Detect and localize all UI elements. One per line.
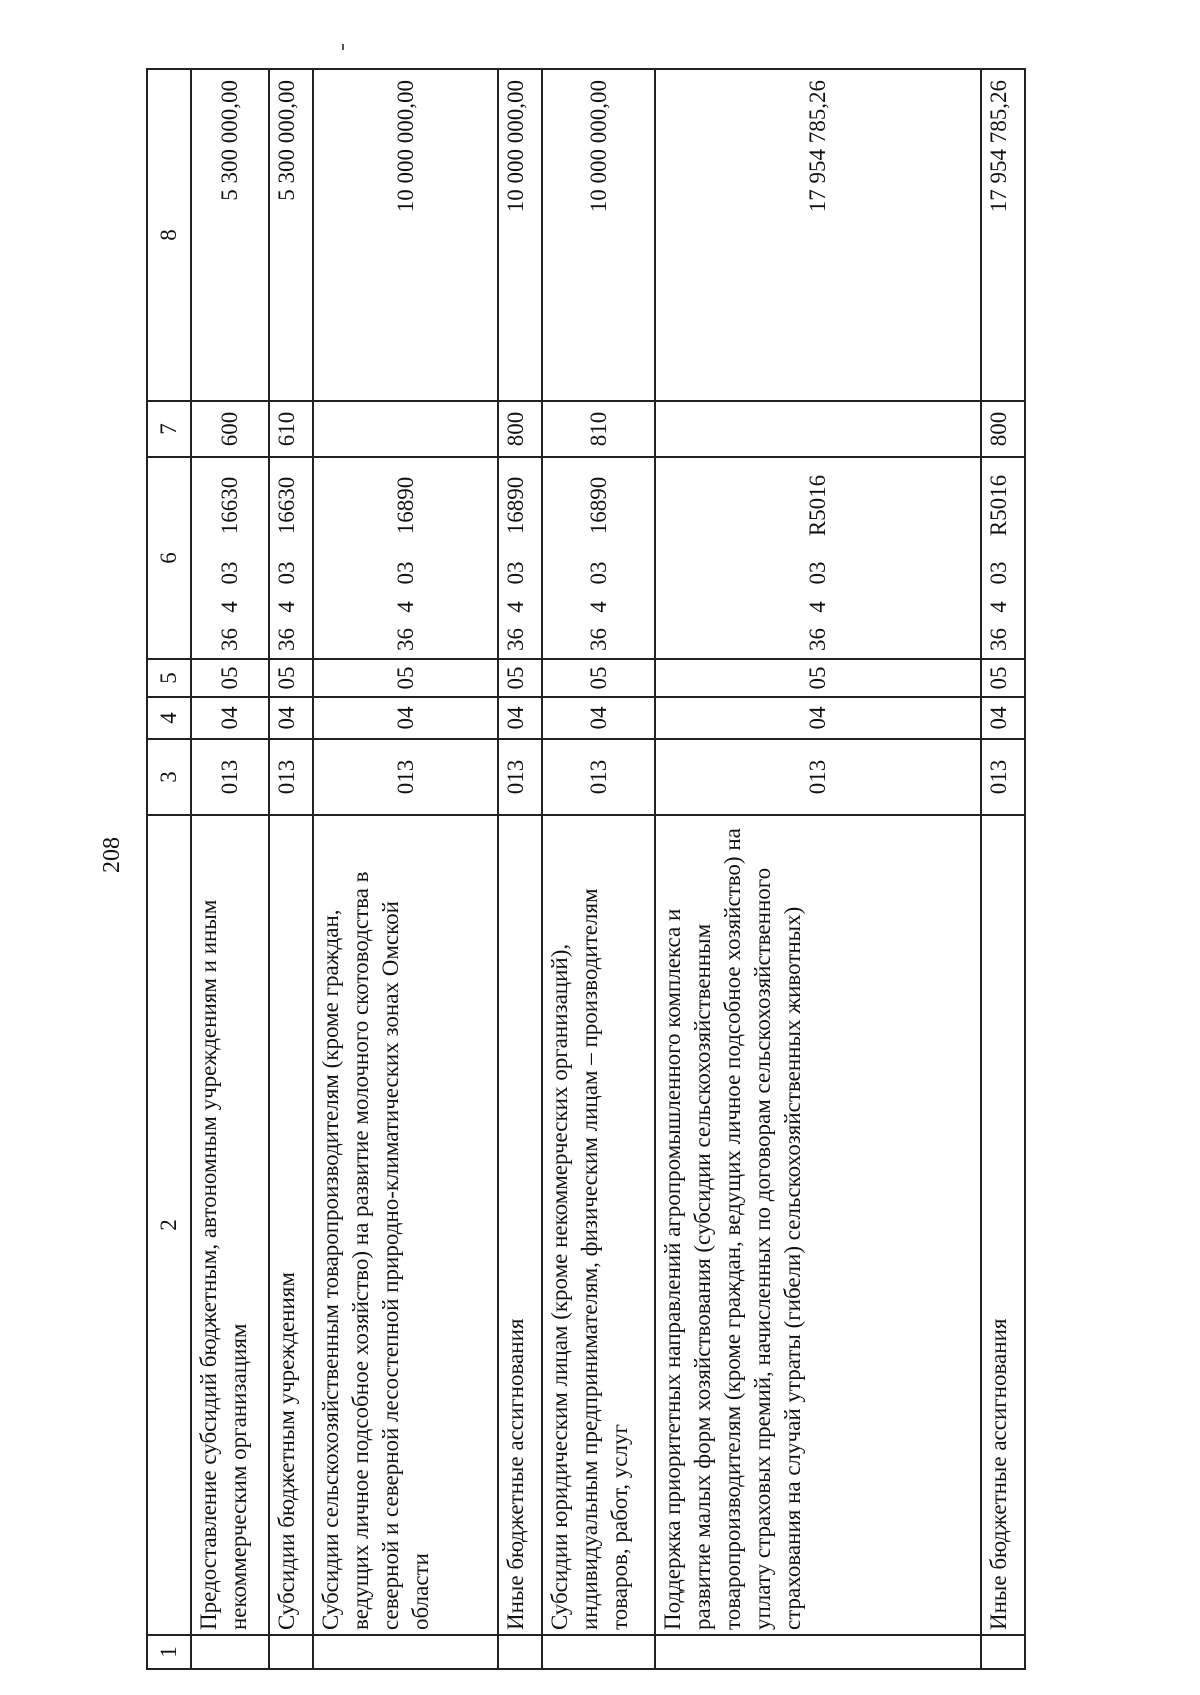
subsection-code: 05 (191, 659, 270, 697)
target-code-part: 4 (498, 593, 542, 621)
expense-type-code: 810 (542, 401, 655, 457)
target-code-part: 36 (981, 621, 1025, 659)
amount-cell: 10 000 000,00 (313, 69, 498, 401)
target-code-part: 16890 (542, 457, 655, 553)
row-index-cell (655, 1635, 981, 1669)
target-code-part: 4 (191, 593, 270, 621)
rotated-table-container (146, 70, 1026, 1670)
section-code: 04 (191, 697, 270, 739)
ministry-code: 013 (313, 739, 498, 815)
table-row (269, 69, 313, 1669)
target-code-part: 03 (655, 553, 981, 593)
target-code-part: R5016 (981, 457, 1025, 553)
target-code-part: 36 (313, 621, 498, 659)
target-code-part: 4 (269, 593, 313, 621)
row-index-cell (269, 1635, 313, 1669)
amount-cell: 5 300 000,00 (269, 69, 313, 401)
header-row (147, 69, 191, 1669)
target-code-part: 03 (269, 553, 313, 593)
target-code-part: 4 (313, 593, 498, 621)
table-row (191, 69, 270, 1669)
ministry-code: 013 (498, 739, 542, 815)
table-row (498, 69, 542, 1669)
header-cell-7: 7 (147, 401, 191, 457)
amount-cell: 5 300 000,00 (191, 69, 270, 401)
section-code: 04 (498, 697, 542, 739)
target-code-part: 03 (498, 553, 542, 593)
section-code: 04 (269, 697, 313, 739)
target-code-part: 4 (981, 593, 1025, 621)
target-code-part: 03 (191, 553, 270, 593)
target-code-part: 03 (542, 553, 655, 593)
ministry-code: 013 (981, 739, 1025, 815)
row-index-cell (191, 1635, 270, 1669)
section-code: 04 (313, 697, 498, 739)
expense-type-code: 600 (191, 401, 270, 457)
target-code-part: 4 (655, 593, 981, 621)
ministry-code: 013 (191, 739, 270, 815)
header-cell-3: 3 (147, 739, 191, 815)
table-row (542, 69, 655, 1669)
target-code-part: 36 (542, 621, 655, 659)
expense-type-code: 800 (498, 401, 542, 457)
target-code-part: 36 (498, 621, 542, 659)
target-code-part: 03 (981, 553, 1025, 593)
row-description: Поддержка приоритетных направлений агропромышленного комплекса и развитие малых форм хозяйствования (субсидии сельскохозяйственным товаропроизводителям (кроме граждан, ведущих личное подсобное хозяйство) на уплату страховых премий, начисленных по договорам сельскохозяйственного страхования на случай утраты (гибели) сельскохозяйственных животных) (655, 815, 981, 1635)
expense-type-code (655, 401, 981, 457)
row-index-cell (313, 1635, 498, 1669)
target-code-part: 36 (191, 621, 270, 659)
amount-cell: 10 000 000,00 (498, 69, 542, 401)
section-code: 04 (542, 697, 655, 739)
row-index-cell (542, 1635, 655, 1669)
target-code-part: 03 (313, 553, 498, 593)
ministry-code: 013 (655, 739, 981, 815)
amount-cell: 17 954 785,26 (655, 69, 981, 401)
row-description: Субсидии сельскохозяйственным товаропроизводителям (кроме граждан, ведущих личное подсобное хозяйство) на развитие молочного скотоводства в северной и северной лесостепной природно-климатических зонах Омской области (313, 815, 498, 1635)
row-index-cell (498, 1635, 542, 1669)
target-code-part: 16630 (269, 457, 313, 553)
subsection-code: 05 (542, 659, 655, 697)
page-number: 208 (99, 837, 125, 873)
ministry-code: 013 (269, 739, 313, 815)
row-description: Предоставление субсидий бюджетным, автономным учреждениям и иным некоммерческим организациям (191, 815, 270, 1635)
target-code-part: R5016 (655, 457, 981, 553)
header-cell-6: 6 (147, 457, 191, 659)
amount-cell: 10 000 000,00 (542, 69, 655, 401)
target-code-part: 36 (655, 621, 981, 659)
subsection-code: 05 (498, 659, 542, 697)
target-code-part: 36 (269, 621, 313, 659)
subsection-code: 05 (981, 659, 1025, 697)
section-code: 04 (981, 697, 1025, 739)
subsection-code: 05 (655, 659, 981, 697)
target-code-part: 16630 (191, 457, 270, 553)
ministry-code: 013 (542, 739, 655, 815)
table-row (655, 69, 981, 1669)
row-description: Субсидии юридическим лицам (кроме некоммерческих организаций), индивидуальным предпринимателям, физическим лицам – производителям товаров, работ, услуг (542, 815, 655, 1635)
target-code-part: 4 (542, 593, 655, 621)
table-row (313, 69, 498, 1669)
row-index-cell (981, 1635, 1025, 1669)
table-row (981, 69, 1025, 1669)
section-code: 04 (655, 697, 981, 739)
header-cell-4: 4 (147, 697, 191, 739)
header-cell-2: 2 (147, 815, 191, 1635)
row-description: Субсидии бюджетным учреждениям (269, 815, 313, 1635)
budget-table (146, 68, 1026, 1670)
target-code-part: 16890 (498, 457, 542, 553)
target-code-part: 16890 (313, 457, 498, 553)
expense-type-code (313, 401, 498, 457)
expense-type-code: 800 (981, 401, 1025, 457)
amount-cell: 17 954 785,26 (981, 69, 1025, 401)
subsection-code: 05 (313, 659, 498, 697)
row-description: Иные бюджетные ассигнования (498, 815, 542, 1635)
subsection-code: 05 (269, 659, 313, 697)
header-cell-5: 5 (147, 659, 191, 697)
row-description: Иные бюджетные ассигнования (981, 815, 1025, 1635)
header-cell-8: 8 (147, 69, 191, 401)
expense-type-code: 610 (269, 401, 313, 457)
header-cell-1: 1 (147, 1635, 191, 1669)
scan-artifact (342, 44, 344, 50)
